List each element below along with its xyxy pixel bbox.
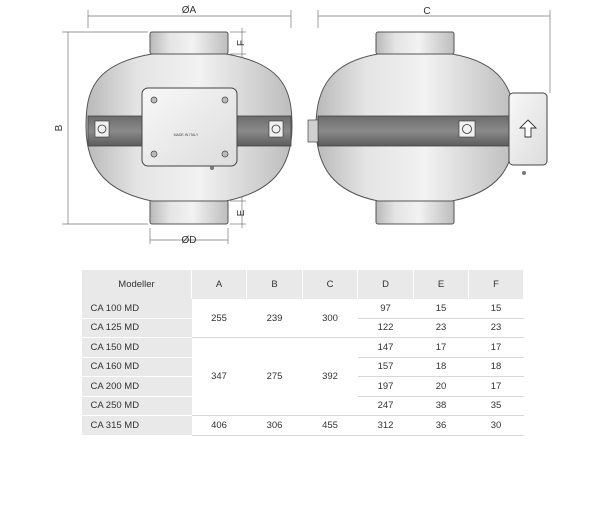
cell-e: 36 — [414, 416, 469, 436]
dim-e-label: E — [236, 209, 247, 217]
cell-d: 197 — [358, 377, 414, 397]
cell-d: 247 — [358, 396, 414, 416]
cell-model: CA 315 MD — [82, 416, 192, 436]
cell-d: 122 — [358, 318, 414, 338]
cell-d: 157 — [358, 357, 414, 377]
cell-a: 347 — [192, 338, 247, 416]
cell-model: CA 250 MD — [82, 396, 192, 416]
screw-top-left-icon — [151, 97, 157, 103]
side-view — [308, 32, 547, 224]
cell-e: 15 — [414, 299, 469, 318]
cell-f: 35 — [469, 396, 524, 416]
cell-c: 455 — [303, 416, 358, 436]
front-top-collar — [150, 32, 228, 54]
screw-bottom-left-icon — [151, 151, 157, 157]
screw-top-right-icon — [222, 97, 228, 103]
dim-d-label: ØD — [181, 235, 197, 246]
cell-c: 392 — [303, 338, 358, 416]
cell-model: CA 150 MD — [82, 338, 192, 358]
cell-e: 23 — [414, 318, 469, 338]
side-gland-icon — [522, 171, 526, 175]
dimension-table — [81, 270, 524, 436]
header-models: Modeller — [82, 270, 192, 299]
cell-b: 306 — [247, 416, 303, 436]
cell-f: 17 — [469, 377, 524, 397]
table-row — [82, 299, 524, 318]
front-right-label — [269, 121, 283, 137]
cell-f: 18 — [469, 357, 524, 377]
cell-d: 97 — [358, 299, 414, 318]
cell-e: 17 — [414, 338, 469, 358]
dim-a-label: ØA — [181, 5, 197, 16]
side-label — [459, 121, 475, 137]
front-view — [86, 32, 292, 224]
header-c: C — [303, 270, 358, 299]
cell-e: 18 — [414, 357, 469, 377]
front-bottom-collar — [150, 200, 228, 224]
side-top-collar — [376, 32, 454, 54]
cell-a: 406 — [192, 416, 247, 436]
header-b: B — [247, 270, 303, 299]
dim-b-label: B — [54, 124, 65, 132]
cell-e: 38 — [414, 396, 469, 416]
side-bottom-collar — [376, 200, 454, 224]
table-row — [82, 416, 524, 436]
cell-f: 17 — [469, 338, 524, 358]
header-d: D — [358, 270, 414, 299]
cell-f: 30 — [469, 416, 524, 436]
cell-f: 23 — [469, 318, 524, 338]
cell-d: 147 — [358, 338, 414, 358]
made-in-label: MADE IN ITALY — [173, 133, 199, 137]
cell-c: 300 — [303, 299, 358, 338]
dim-c-label: C — [423, 6, 431, 17]
header-e: E — [414, 270, 469, 299]
cell-d: 312 — [358, 416, 414, 436]
cable-gland-icon — [210, 166, 214, 170]
cell-model: CA 100 MD — [82, 299, 192, 318]
dim-f-label: F — [236, 39, 247, 47]
cell-b: 275 — [247, 338, 303, 416]
cell-a: 255 — [192, 299, 247, 338]
screw-bottom-right-icon — [222, 151, 228, 157]
cell-model: CA 125 MD — [82, 318, 192, 338]
side-band — [318, 116, 514, 146]
header-a: A — [192, 270, 247, 299]
cell-model: CA 200 MD — [82, 377, 192, 397]
cell-f: 15 — [469, 299, 524, 318]
cell-e: 20 — [414, 377, 469, 397]
front-left-label — [95, 121, 109, 137]
header-f: F — [469, 270, 524, 299]
table-header-row — [82, 270, 524, 299]
cell-b: 239 — [247, 299, 303, 338]
side-bracket — [308, 120, 318, 142]
table-row — [82, 338, 524, 358]
cell-model: CA 160 MD — [82, 357, 192, 377]
